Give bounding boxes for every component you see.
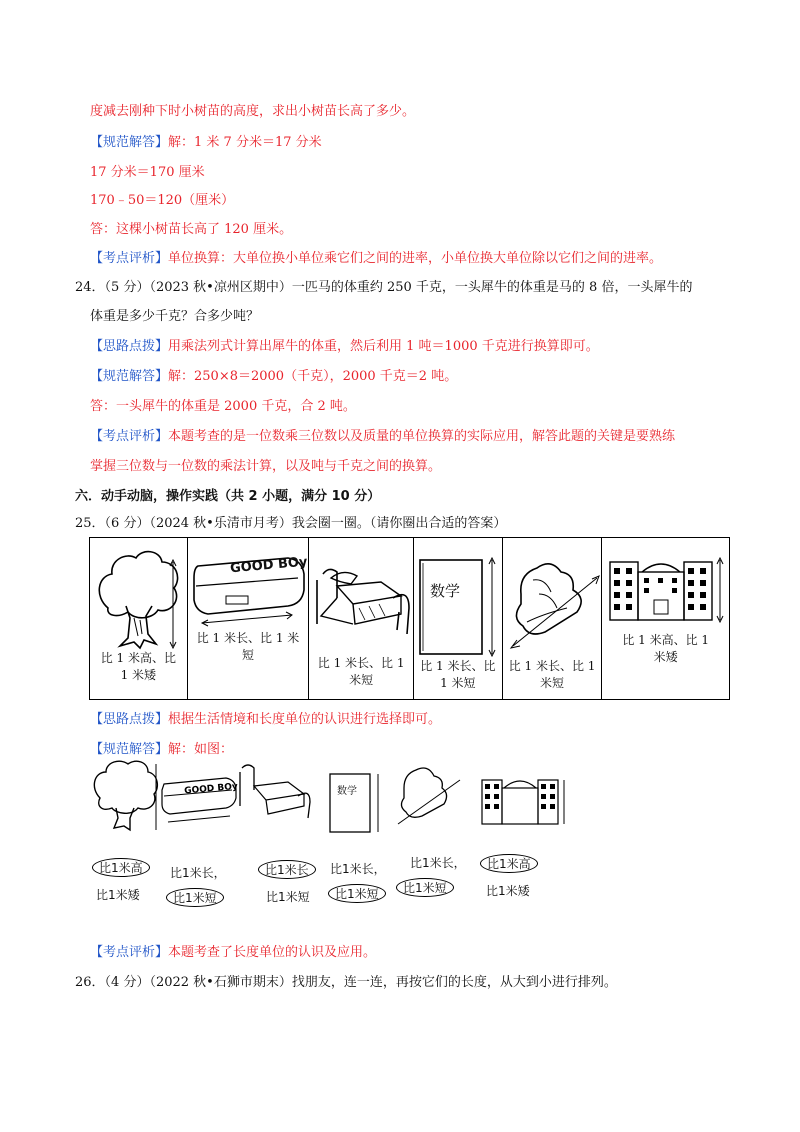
caption-line: 米短 <box>349 673 374 687</box>
solution-line <box>90 365 457 384</box>
caption-line: 比 1 米长、比 1 米 <box>196 631 300 645</box>
answer-figure <box>90 758 580 913</box>
hint-line <box>90 335 599 354</box>
caption-line: 1 米矮 <box>120 668 157 682</box>
book-title: 数学 <box>429 582 460 600</box>
evaluation-text: 本题考查了长度单位的认识及应用。 <box>168 945 377 960</box>
answer-building-shorter: 比1米矮 <box>486 884 530 898</box>
evaluation-tag: 【考点评析】 <box>90 945 169 960</box>
options-table <box>89 537 730 700</box>
evaluation-line <box>90 247 662 266</box>
option-caption <box>602 632 729 666</box>
answer-cabbage-longer: 比1米长， <box>410 856 466 870</box>
hint-text: 根据生活情境和长度单位的认识进行选择即可。 <box>168 712 442 727</box>
caption-line: 比 1 米高、比 <box>100 651 176 665</box>
solution-tag: 【规范解答】 <box>90 742 169 757</box>
question-25-stem: 25．（6 分）（2024 秋•乐清市月考）我会圈一圈。（请你圈出合适的答案） <box>75 516 507 531</box>
solution-text: 解：250×8＝2000（千克），2000 千克＝2 吨。 <box>168 369 458 384</box>
answer-building-taller: 比1米高 <box>480 854 538 873</box>
evaluation-tag: 【考点评析】 <box>90 251 169 266</box>
solution-line <box>90 738 233 757</box>
solution-line-3: 170﹣50＝120（厘米） <box>90 193 235 208</box>
answer-line: 答：这棵小树苗长高了 120 厘米。 <box>90 222 293 237</box>
question-24-stem-2: 体重是多少千克？合多少吨？ <box>90 309 260 324</box>
evaluation-text: 单位换算：大单位换小单位乘它们之间的进率，小单位换大单位除以它们之间的进率。 <box>168 251 663 266</box>
caption-line: 米矮 <box>653 650 678 664</box>
hint-tag: 【思路点拨】 <box>90 339 169 354</box>
answer-drawings <box>90 758 580 848</box>
option-caption <box>188 630 309 664</box>
option-cell-building <box>602 538 729 699</box>
solution-text: 解：1 米 7 分米＝17 分米 <box>168 135 322 150</box>
solution-text: 解：如图： <box>168 742 234 757</box>
answer-case-longer: 比1米长， <box>170 866 226 880</box>
option-cell-cabbage <box>503 538 603 699</box>
caption-line: 比 1 米长、比 <box>420 659 496 673</box>
option-cell-book <box>414 538 503 699</box>
answer-line: 答：一头犀牛的体重是 2000 千克，合 2 吨。 <box>90 399 356 414</box>
caption-line: 1 米短 <box>440 676 476 690</box>
caption-line: 比 1 米高、比 1 <box>622 633 710 647</box>
answer-tree-shorter: 比1米矮 <box>96 888 140 902</box>
continued-text: 度减去刚种下时小树苗的高度，求出小树苗长高了多少。 <box>90 104 416 119</box>
answer-bed-longer: 比1米长 <box>258 860 316 879</box>
option-caption <box>309 655 413 689</box>
answer-book-shorter: 比1米短 <box>328 884 386 903</box>
hint-text: 用乘法列式计算出犀牛的体重，然后利用 1 吨＝1000 千克进行换算即可。 <box>168 339 599 354</box>
solution-line-2: 17 分米＝170 厘米 <box>90 165 205 180</box>
option-caption <box>90 650 187 684</box>
pencil-case-label: GOOD BOy <box>229 554 308 577</box>
option-cell-bed <box>309 538 414 699</box>
solution-line <box>90 131 322 150</box>
answer-book-title: 数学 <box>337 786 357 797</box>
answer-tree-taller: 比1米高 <box>92 858 150 877</box>
caption-line: 米短 <box>540 676 565 690</box>
hint-tag: 【思路点拨】 <box>90 712 169 727</box>
answer-bed-shorter: 比1米短 <box>266 890 310 904</box>
solution-tag: 【规范解答】 <box>90 135 169 150</box>
solution-tag: 【规范解答】 <box>90 369 169 384</box>
building-icon <box>602 538 729 701</box>
caption-line: 比 1 米长、比 1 <box>508 659 596 673</box>
evaluation-text: 本题考查的是一位数乘三位数以及质量的单位换算的实际应用，解答此题的关键是要熟练 <box>168 429 676 444</box>
option-cell-pencil-case <box>188 538 310 699</box>
option-cell-tree <box>90 538 188 699</box>
question-24-stem: 24．（5 分）（2023 秋•凉州区期中）一匹马的体重约 250 千克，一头犀牛的体重是马的 8 倍，一头犀牛的 <box>75 280 693 295</box>
evaluation-tag: 【考点评析】 <box>90 429 169 444</box>
section-heading: 六．动手动脑，操作实践（共 2 小题，满分 10 分） <box>75 489 381 504</box>
hint-line <box>90 708 441 727</box>
evaluation-line <box>90 425 675 444</box>
caption-line: 比 1 米长、比 1 <box>317 656 405 670</box>
option-caption <box>414 658 502 692</box>
answer-pencil-case-label: GOOD BOy <box>183 781 239 797</box>
evaluation-line <box>90 941 376 960</box>
option-caption <box>503 658 602 692</box>
answer-case-shorter: 比1米短 <box>166 888 224 907</box>
question-26-stem: 26．（4 分）（2022 秋•石狮市期末）找朋友，连一连，再按它们的长度，从大到小进行排列。 <box>75 975 617 990</box>
answer-book-longer: 比1米长， <box>330 862 386 876</box>
evaluation-text-2: 掌握三位数与一位数的乘法计算，以及吨与千克之间的换算。 <box>90 459 442 474</box>
caption-line: 短 <box>241 648 254 662</box>
answer-cabbage-shorter: 比1米短 <box>396 878 454 897</box>
